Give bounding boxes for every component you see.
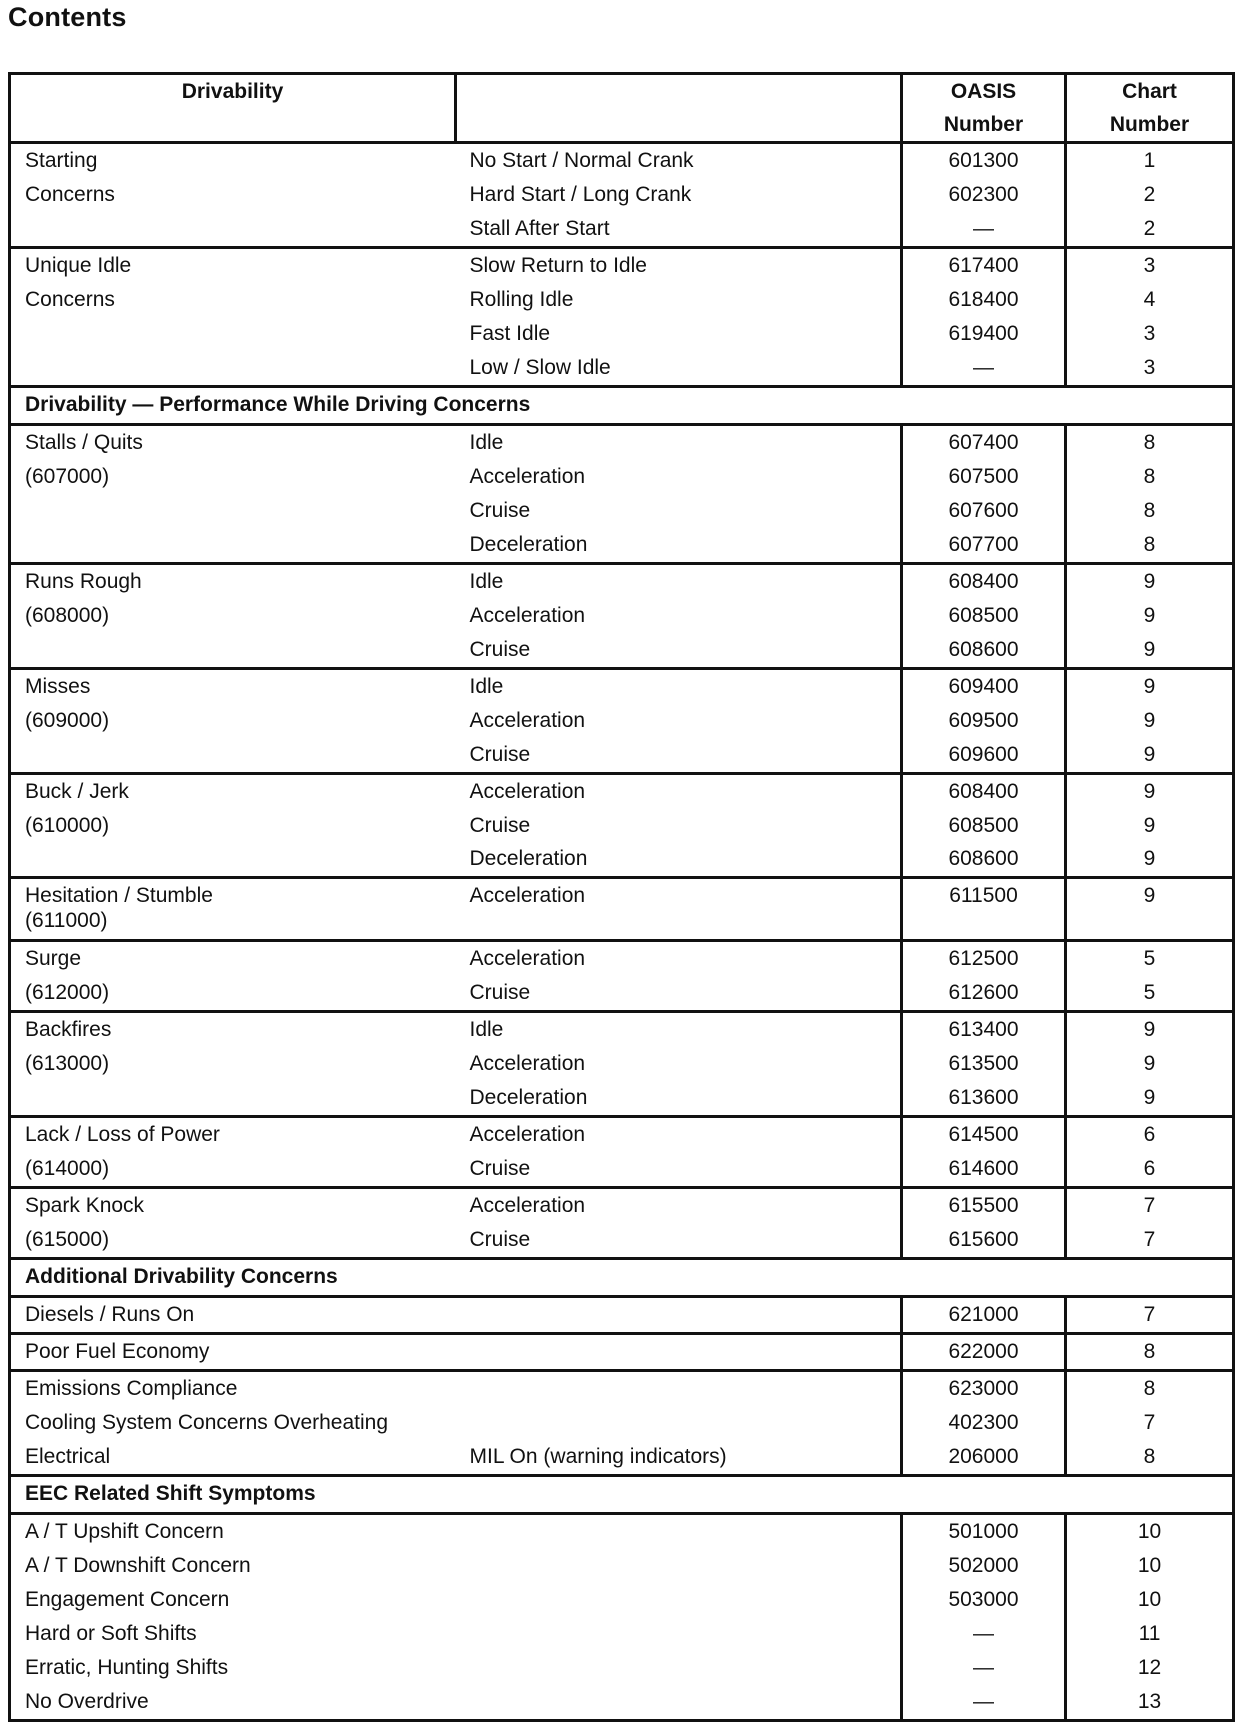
table-row — [10, 563, 1234, 598]
category-cell: Starting — [10, 143, 456, 178]
table-row — [10, 494, 1234, 528]
oasis-number-cell: 609500 — [902, 704, 1066, 738]
subcategory-cell: Cruise — [456, 809, 902, 843]
oasis-number-cell: 613400 — [902, 1012, 1066, 1047]
subcategory-cell: Acceleration — [456, 704, 902, 738]
subcategory-cell: Idle — [456, 1012, 902, 1047]
table-row — [10, 1297, 1234, 1334]
chart-number-cell: 8 — [1066, 460, 1234, 494]
section-label: Drivability — Performance While Driving Concerns — [10, 386, 1234, 424]
oasis-number-cell: 609400 — [902, 668, 1066, 703]
oasis-number-cell: 502000 — [902, 1549, 1066, 1583]
concern-group — [10, 1371, 1234, 1476]
oasis-number-cell: 619400 — [902, 317, 1066, 351]
oasis-number-cell: 402300 — [902, 1406, 1066, 1440]
oasis-number-cell: — — [902, 1651, 1066, 1685]
section-row — [10, 386, 1234, 424]
subcategory-cell — [456, 1406, 902, 1440]
section-label: EEC Related Shift Symptoms — [10, 1476, 1234, 1514]
oasis-number-cell: 607400 — [902, 424, 1066, 459]
table-row — [10, 1371, 1234, 1406]
chart-number-cell: 9 — [1066, 704, 1234, 738]
chart-number-cell: 8 — [1066, 1440, 1234, 1476]
table-row — [10, 1012, 1234, 1047]
chart-number-cell: 12 — [1066, 1651, 1234, 1685]
subcategory-cell: Hard Start / Long Crank — [456, 178, 902, 212]
header-drivability: Drivability — [10, 74, 456, 143]
oasis-number-cell: 613600 — [902, 1081, 1066, 1117]
concern-group — [10, 1012, 1234, 1117]
chart-number-cell: 9 — [1066, 563, 1234, 598]
subcategory-cell: Idle — [456, 563, 902, 598]
subcategory-cell: Idle — [456, 668, 902, 703]
concern-label-cell: Poor Fuel Economy — [10, 1334, 456, 1371]
table-row — [10, 878, 1234, 941]
category-cell: Lack / Loss of Power — [10, 1117, 456, 1152]
subcategory-cell — [456, 1651, 902, 1685]
table-row — [10, 842, 1234, 878]
oasis-number-cell: 618400 — [902, 283, 1066, 317]
oasis-number-cell: 614500 — [902, 1117, 1066, 1152]
category-line: (611000) — [25, 909, 108, 933]
table-row — [10, 1188, 1234, 1223]
subcategory-cell — [456, 1371, 902, 1406]
concern-label-cell: A / T Upshift Concern — [10, 1514, 456, 1550]
table-row — [10, 178, 1234, 212]
table-row — [10, 460, 1234, 494]
category-cell: Concerns — [10, 283, 456, 317]
concern-label-cell: Hard or Soft Shifts — [10, 1617, 456, 1651]
chart-number-cell: 8 — [1066, 1371, 1234, 1406]
concern-label-cell: No Overdrive — [10, 1685, 456, 1721]
subcategory-cell: Stall After Start — [456, 212, 902, 248]
oasis-number-cell: 612500 — [902, 941, 1066, 976]
chart-number-cell: 3 — [1066, 317, 1234, 351]
chart-number-cell: 9 — [1066, 1081, 1234, 1117]
oasis-number-cell: 612600 — [902, 976, 1066, 1011]
subcategory-cell: Acceleration — [456, 460, 902, 494]
table-header — [10, 74, 1234, 143]
concern-group — [10, 247, 1234, 386]
category-cell: (609000) — [10, 704, 456, 738]
subcategory-cell — [456, 1685, 902, 1721]
subcategory-cell: Low / Slow Idle — [456, 351, 902, 387]
oasis-number-cell: 608500 — [902, 809, 1066, 843]
oasis-number-cell: 607700 — [902, 528, 1066, 564]
header-chart-line-1: Chart — [1122, 80, 1177, 103]
oasis-number-cell: — — [902, 1617, 1066, 1651]
category-cell: Buck / Jerk — [10, 773, 456, 808]
concern-label-cell: Emissions Compliance — [10, 1371, 456, 1406]
table-row — [10, 668, 1234, 703]
table-row — [10, 1081, 1234, 1117]
subcategory-cell — [456, 1334, 902, 1371]
table-row — [10, 247, 1234, 282]
subcategory-cell: Cruise — [456, 1152, 902, 1187]
category-line: Hesitation / Stumble — [25, 884, 213, 908]
page-title: Contents — [8, 2, 127, 32]
header-oasis-number — [902, 74, 1066, 143]
oasis-number-cell: 608600 — [902, 842, 1066, 878]
section-header — [10, 1476, 1234, 1514]
chart-number-cell: 9 — [1066, 773, 1234, 808]
oasis-number-cell: — — [902, 351, 1066, 387]
oasis-number-cell: 503000 — [902, 1583, 1066, 1617]
chart-number-cell: 8 — [1066, 494, 1234, 528]
chart-number-cell: 3 — [1066, 351, 1234, 387]
table-row — [10, 1549, 1234, 1583]
oasis-number-cell: 615500 — [902, 1188, 1066, 1223]
chart-number-cell: 9 — [1066, 633, 1234, 669]
chart-number-cell: 8 — [1066, 424, 1234, 459]
chart-number-cell: 2 — [1066, 178, 1234, 212]
subcategory-cell: Acceleration — [456, 1047, 902, 1081]
table-row — [10, 351, 1234, 387]
chart-number-cell: 4 — [1066, 283, 1234, 317]
subcategory-cell: Slow Return to Idle — [456, 247, 902, 282]
contents-table — [8, 72, 1235, 1722]
concern-group — [10, 563, 1234, 668]
oasis-number-cell: 206000 — [902, 1440, 1066, 1476]
subcategory-cell: Idle — [456, 424, 902, 459]
header-chart-line-2: Number — [1109, 113, 1190, 136]
table-row — [10, 317, 1234, 351]
subcategory-cell — [456, 1297, 902, 1334]
chart-number-cell: 8 — [1066, 528, 1234, 564]
subcategory-cell: MIL On (warning indicators) — [456, 1440, 902, 1476]
concern-group — [10, 1297, 1234, 1334]
chart-number-cell: 9 — [1066, 1047, 1234, 1081]
table-row — [10, 528, 1234, 564]
oasis-number-cell: 613500 — [902, 1047, 1066, 1081]
concern-group — [10, 878, 1234, 941]
chart-number-cell: 5 — [1066, 976, 1234, 1011]
oasis-number-cell: 611500 — [902, 878, 1066, 941]
table-row — [10, 1685, 1234, 1721]
subcategory-cell: Acceleration — [456, 941, 902, 976]
header-oasis-line-2: Number — [943, 113, 1024, 136]
category-cell: (607000) — [10, 460, 456, 494]
category-cell: Backfires — [10, 1012, 456, 1047]
subcategory-cell: Cruise — [456, 738, 902, 774]
table-row — [10, 704, 1234, 738]
concern-label-cell: Diesels / Runs On — [10, 1297, 456, 1334]
category-cell — [10, 633, 456, 669]
category-cell: (610000) — [10, 809, 456, 843]
concern-label-cell: A / T Downshift Concern — [10, 1549, 456, 1583]
oasis-number-cell: 607500 — [902, 460, 1066, 494]
table-row — [10, 424, 1234, 459]
chart-number-cell: 7 — [1066, 1406, 1234, 1440]
category-cell: (612000) — [10, 976, 456, 1011]
oasis-number-cell: 623000 — [902, 1371, 1066, 1406]
concern-label-cell: Cooling System Concerns Overheating — [10, 1406, 456, 1440]
chart-number-cell: 10 — [1066, 1549, 1234, 1583]
chart-number-cell: 9 — [1066, 599, 1234, 633]
subcategory-cell: No Start / Normal Crank — [456, 143, 902, 178]
chart-number-cell: 10 — [1066, 1583, 1234, 1617]
table-row — [10, 1651, 1234, 1685]
table-row — [10, 1440, 1234, 1476]
oasis-number-cell: 602300 — [902, 178, 1066, 212]
subcategory-cell: Cruise — [456, 494, 902, 528]
table-row — [10, 633, 1234, 669]
oasis-number-cell: — — [902, 212, 1066, 248]
oasis-number-cell: 608400 — [902, 773, 1066, 808]
subcategory-cell — [456, 1514, 902, 1550]
oasis-number-cell: 607600 — [902, 494, 1066, 528]
chart-number-cell: 9 — [1066, 1012, 1234, 1047]
chart-number-cell: 9 — [1066, 842, 1234, 878]
section-label: Additional Drivability Concerns — [10, 1259, 1234, 1297]
oasis-number-cell: 608600 — [902, 633, 1066, 669]
chart-number-cell: 5 — [1066, 941, 1234, 976]
oasis-number-cell: 615600 — [902, 1223, 1066, 1258]
table-row — [10, 1514, 1234, 1550]
category-cell: (613000) — [10, 1047, 456, 1081]
subcategory-cell: Deceleration — [456, 528, 902, 564]
subcategory-cell: Fast Idle — [456, 317, 902, 351]
concern-group — [10, 941, 1234, 1012]
chart-number-cell: 11 — [1066, 1617, 1234, 1651]
section-row — [10, 1259, 1234, 1297]
category-cell — [10, 878, 456, 941]
subcategory-cell: Deceleration — [456, 842, 902, 878]
subcategory-cell: Cruise — [456, 633, 902, 669]
subcategory-cell: Acceleration — [456, 773, 902, 808]
header-chart-number — [1066, 74, 1234, 143]
subcategory-cell: Acceleration — [456, 878, 902, 941]
table-row — [10, 212, 1234, 248]
chart-number-cell: 7 — [1066, 1297, 1234, 1334]
table-row — [10, 599, 1234, 633]
concern-label-cell: Engagement Concern — [10, 1583, 456, 1617]
category-cell — [10, 351, 456, 387]
chart-number-cell: 6 — [1066, 1117, 1234, 1152]
category-cell — [10, 528, 456, 564]
header-blank — [456, 74, 902, 143]
oasis-number-cell: 609600 — [902, 738, 1066, 774]
category-cell: (608000) — [10, 599, 456, 633]
header-oasis-line-1: OASIS — [950, 80, 1017, 103]
subcategory-cell: Acceleration — [456, 1188, 902, 1223]
concern-group — [10, 1514, 1234, 1721]
oasis-number-cell: 617400 — [902, 247, 1066, 282]
oasis-number-cell: 608500 — [902, 599, 1066, 633]
oasis-number-cell: 501000 — [902, 1514, 1066, 1550]
category-cell: Misses — [10, 668, 456, 703]
subcategory-cell: Acceleration — [456, 1117, 902, 1152]
subcategory-cell: Cruise — [456, 976, 902, 1011]
category-cell — [10, 317, 456, 351]
section-header — [10, 386, 1234, 424]
chart-number-cell: 9 — [1066, 809, 1234, 843]
chart-number-cell: 1 — [1066, 143, 1234, 178]
subcategory-cell: Rolling Idle — [456, 283, 902, 317]
category-cell: Unique Idle — [10, 247, 456, 282]
subcategory-cell: Deceleration — [456, 1081, 902, 1117]
concern-group — [10, 668, 1234, 773]
table-row — [10, 976, 1234, 1011]
category-cell — [10, 842, 456, 878]
category-cell: Spark Knock — [10, 1188, 456, 1223]
concern-group — [10, 1334, 1234, 1371]
category-cell — [10, 1081, 456, 1117]
subcategory-cell — [456, 1617, 902, 1651]
category-cell: Surge — [10, 941, 456, 976]
subcategory-cell — [456, 1549, 902, 1583]
table-row — [10, 1117, 1234, 1152]
concern-group — [10, 1188, 1234, 1259]
table-row — [10, 1223, 1234, 1258]
oasis-number-cell: 614600 — [902, 1152, 1066, 1187]
section-header — [10, 1259, 1234, 1297]
table-row — [10, 1334, 1234, 1371]
concern-group — [10, 424, 1234, 563]
chart-number-cell: 13 — [1066, 1685, 1234, 1721]
table-row — [10, 1583, 1234, 1617]
chart-number-cell: 10 — [1066, 1514, 1234, 1550]
category-cell: Runs Rough — [10, 563, 456, 598]
category-cell: (615000) — [10, 1223, 456, 1258]
subcategory-cell: Cruise — [456, 1223, 902, 1258]
chart-number-cell: 3 — [1066, 247, 1234, 282]
chart-number-cell: 7 — [1066, 1223, 1234, 1258]
concern-label-cell: Electrical — [10, 1440, 456, 1476]
oasis-number-cell: 608400 — [902, 563, 1066, 598]
table-row — [10, 1152, 1234, 1187]
category-cell: Stalls / Quits — [10, 424, 456, 459]
category-cell — [10, 494, 456, 528]
subcategory-cell — [456, 1583, 902, 1617]
concern-group — [10, 1117, 1234, 1188]
chart-number-cell: 8 — [1066, 1334, 1234, 1371]
chart-number-cell: 6 — [1066, 1152, 1234, 1187]
category-cell — [10, 738, 456, 774]
chart-number-cell: 7 — [1066, 1188, 1234, 1223]
concern-group — [10, 143, 1234, 248]
section-row — [10, 1476, 1234, 1514]
table-row — [10, 143, 1234, 178]
chart-number-cell: 9 — [1066, 738, 1234, 774]
table-row — [10, 738, 1234, 774]
table-row — [10, 809, 1234, 843]
chart-number-cell: 9 — [1066, 668, 1234, 703]
table-row — [10, 1047, 1234, 1081]
oasis-number-cell: 601300 — [902, 143, 1066, 178]
category-cell — [10, 212, 456, 248]
category-cell: Concerns — [10, 178, 456, 212]
oasis-number-cell: 622000 — [902, 1334, 1066, 1371]
table-row — [10, 1617, 1234, 1651]
concern-group — [10, 773, 1234, 878]
chart-number-cell: 2 — [1066, 212, 1234, 248]
chart-number-cell: 9 — [1066, 878, 1234, 941]
table-row — [10, 941, 1234, 976]
category-cell: (614000) — [10, 1152, 456, 1187]
table-row — [10, 1406, 1234, 1440]
subcategory-cell: Acceleration — [456, 599, 902, 633]
oasis-number-cell: 621000 — [902, 1297, 1066, 1334]
oasis-number-cell: — — [902, 1685, 1066, 1721]
table-row — [10, 773, 1234, 808]
table-row — [10, 283, 1234, 317]
concern-label-cell: Erratic, Hunting Shifts — [10, 1651, 456, 1685]
